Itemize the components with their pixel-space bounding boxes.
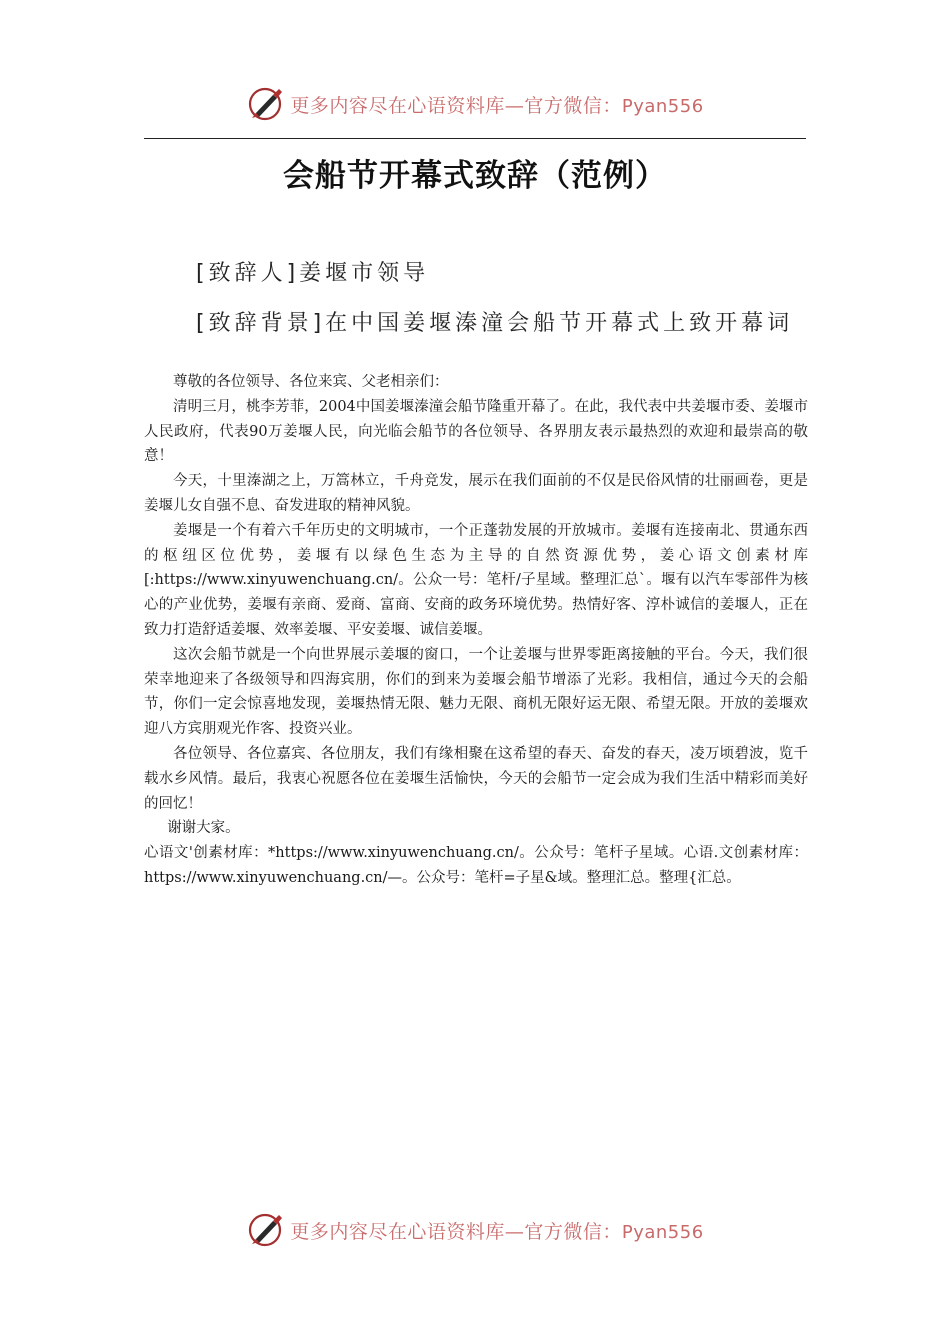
speech-body — [144, 370, 808, 891]
paragraph-window: 这次会船节就是一个向世界展示姜堰的窗口，一个让姜堰与世界零距离接触的平台。今天，我们很荣幸地迎来了各级领导和四海宾朋，你们的到来为姜堰会船节增添了光彩。我相信，通过今天的会船节，你们一定会惊喜地发现，姜堰热情无限、魅力无限、商机无限好运无限、希望无限。开放的姜堰欢迎八方宾朋观光作客、投资兴业。 — [144, 646, 808, 738]
background-line: [致辞背景]在中国姜堰溱潼会船节开幕式上致开幕词 — [196, 311, 794, 336]
paragraph-salutation: 尊敬的各位领导、各位来宾、父老相亲们： — [173, 374, 449, 390]
paragraph-source-note: 心语文'创素材库：*https://www.xinyuwenchuang.cn/。公众号：笔杆子星域。心语.文创素材库：https://www.xinyuwenchuang.cn/—。公众号：笔杆=子星&域。整理汇总。整理{汇总。 — [144, 845, 808, 886]
speaker-line: [致辞人]姜堰市领导 — [196, 261, 430, 286]
pen-nib-logo-icon — [246, 84, 286, 124]
paragraph-thanks: 谢谢大家。 — [167, 820, 240, 837]
paragraph-closing-wish: 各位领导、各位嘉宾、各位朋友，我们有缘相聚在这希望的春天、奋发的春天，凌万顷碧波，览千载水乡风情。最后，我衷心祝愿各位在姜堰生活愉快，今天的会船节一定会成为我们生活中精彩而美好的回忆！ — [144, 745, 808, 812]
footer-banner — [0, 1208, 950, 1252]
paragraph-scene: 今天，十里溱湖之上，万篙林立，千舟竞发，展示在我们面前的不仅是民俗风情的壮丽画卷，更是姜堰儿女自强不息、奋发进取的精神风貌。 — [144, 473, 808, 514]
paragraph-welcome: 清明三月，桃李芳菲，2004中国姜堰溱潼会船节隆重开幕了。在此，我代表中共姜堰市委、姜堰市人民政府，代表90万姜堰人民，向光临会船节的各位领导、各界朋友表示最热烈的欢迎和最崇高的敬意！ — [144, 398, 808, 465]
footer-banner-text: 更多内容尽在心语资料库—官方微信：Pyan556 — [290, 1220, 704, 1243]
header-divider — [144, 138, 806, 139]
page-title: 会船节开幕式致辞（范例） — [283, 158, 667, 194]
header-banner-text: 更多内容尽在心语资料库—官方微信：Pyan556 — [290, 94, 704, 117]
paragraph-city-intro: 姜堰是一个有着六千年历史的文明城市，一个正蓬勃发展的开放城市。姜堰有连接南北、贯通东西的枢纽区位优势，姜堰有以绿色生态为主导的自然资源优势，姜心语文创素材库[:https://www.xinyuwenchuang.cn/。公众一号：笔杆/子星域。整理汇总`。堰有以汽车零部件为核心的产业优势，姜堰有亲商、爱商、富商、安商的政务环境优势。热情好客、淳朴诚信的姜堰人，正在致力打造舒适姜堰、效率姜堰、平安姜堰、诚信姜堰。 — [144, 522, 808, 638]
footer-wechat-id: Pyan556 — [621, 1221, 704, 1243]
header-banner — [0, 82, 950, 126]
pen-nib-logo-icon — [246, 1210, 286, 1250]
header-wechat-id: Pyan556 — [621, 95, 704, 117]
